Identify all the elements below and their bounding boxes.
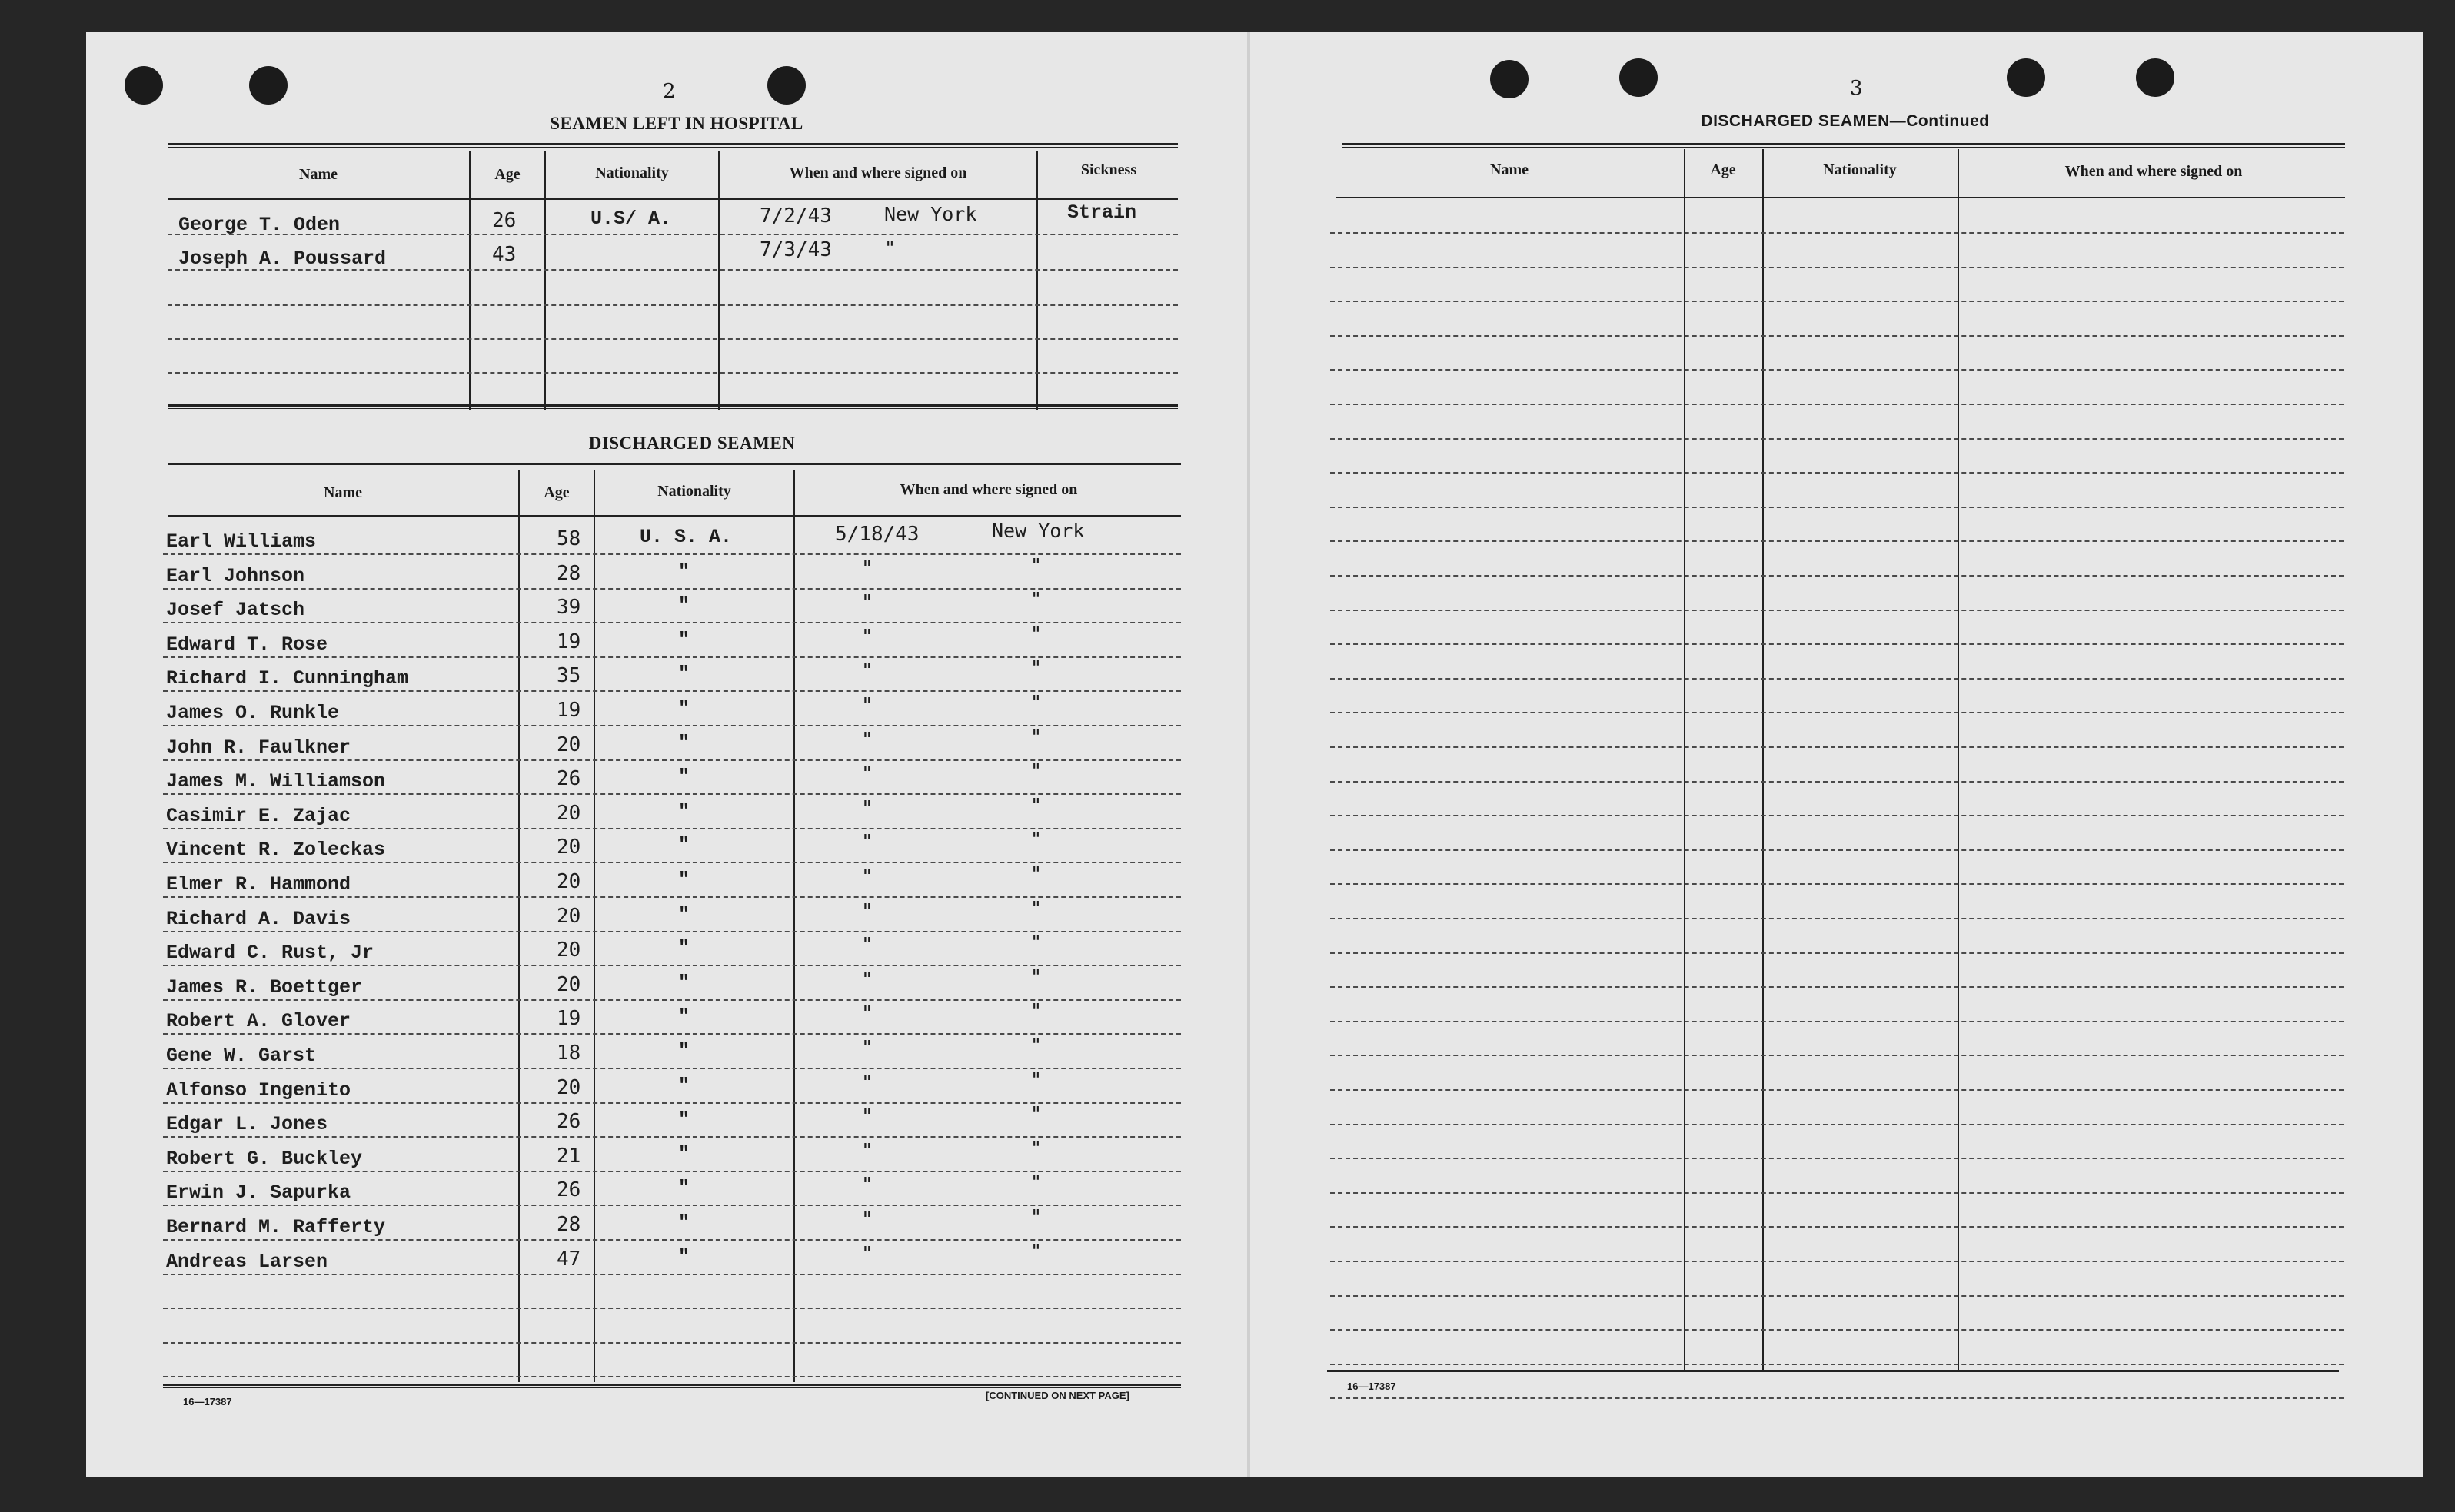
seaman-nationality: ": [678, 766, 690, 788]
row-line: [1330, 610, 2344, 611]
seaman-nationality: ": [678, 1075, 690, 1097]
signed-date: ": [861, 763, 873, 786]
row-line: [1330, 1397, 2344, 1399]
signed-date: ": [861, 934, 873, 957]
page-number: 2: [663, 80, 676, 103]
signed-place: ": [1030, 691, 1043, 713]
seaman-name: Vincent R. Zoleckas: [166, 839, 386, 861]
seaman-name: Richard I. Cunningham: [166, 667, 409, 690]
seaman-nationality: ": [678, 1246, 690, 1268]
row-line: [1330, 1021, 2344, 1022]
seaman-name: Earl Johnson: [166, 565, 305, 587]
seaman-name: Richard A. Davis: [166, 908, 351, 930]
signed-place: ": [1030, 1068, 1043, 1091]
seaman-name: Alfonso Ingenito: [166, 1079, 351, 1102]
row-line: [163, 1205, 1181, 1206]
signed-place: New York: [992, 520, 1085, 542]
seaman-name: James O. Runkle: [166, 702, 340, 724]
row-line: [163, 1136, 1181, 1138]
row-line: [1330, 1089, 2344, 1091]
signed-place: ": [1030, 588, 1043, 610]
signed-place: ": [1030, 862, 1043, 885]
seaman-nationality: ": [678, 869, 690, 891]
row-line: [1330, 1226, 2344, 1228]
right-bottom-rule: [1327, 1370, 2339, 1374]
continued-header-age: Age: [1710, 161, 1736, 178]
seaman-nationality: ": [678, 834, 690, 856]
seaman-age: 39: [557, 596, 581, 619]
column-divider: [1958, 149, 1959, 1371]
hospital-header-age: Age: [494, 166, 521, 183]
seaman-age: 19: [557, 1007, 581, 1030]
hospital-bottom-rule: [168, 404, 1178, 409]
signed-place: ": [1030, 794, 1043, 816]
signed-date: ": [861, 900, 873, 923]
discharged-bottom-rule: [163, 1384, 1181, 1388]
discharged-section-title: DISCHARGED SEAMEN: [588, 434, 796, 453]
punch-hole: [767, 66, 806, 105]
seaman-age: 20: [557, 1076, 581, 1099]
discharged-header-rule: [168, 515, 1181, 517]
signed-place: ": [884, 237, 897, 259]
seaman-name: Edward T. Rose: [166, 633, 328, 656]
seaman-name: Edward C. Rust, Jr: [166, 942, 374, 964]
row-line: [163, 725, 1181, 726]
row-line: [1330, 267, 2344, 268]
signed-place: ": [1030, 1240, 1043, 1262]
row-line: [1330, 1124, 2344, 1125]
page-fold: [1247, 32, 1250, 1477]
continued-header-rule: [1336, 197, 2345, 198]
seaman-age: 20: [557, 973, 581, 996]
row-line: [163, 999, 1181, 1001]
row-line: [163, 588, 1181, 590]
row-line: [1330, 472, 2344, 474]
seaman-age: 26: [557, 767, 581, 790]
row-line: [168, 304, 1178, 306]
hospital-section-title: SEAMEN LEFT IN HOSPITAL: [550, 114, 803, 133]
seaman-age: 20: [557, 802, 581, 825]
seaman-age: 20: [557, 939, 581, 962]
row-line: [163, 622, 1181, 623]
row-line: [168, 372, 1178, 374]
punch-hole: [1619, 58, 1658, 97]
signed-place: ": [1030, 726, 1043, 748]
signed-date: ": [861, 1037, 873, 1060]
row-line: [1330, 232, 2344, 234]
signed-date: ": [861, 1140, 873, 1163]
row-line: [1330, 643, 2344, 645]
form-number: 16—17387: [1347, 1381, 1396, 1392]
row-line: [1330, 918, 2344, 919]
hospital-top-rule: [168, 143, 1178, 148]
punch-hole: [2007, 58, 2045, 97]
seaman-age: 47: [557, 1248, 581, 1271]
signed-place: ": [1030, 897, 1043, 919]
signed-date: ": [861, 1105, 873, 1128]
row-line: [163, 1376, 1181, 1377]
signed-place: ": [1030, 999, 1043, 1022]
seaman-nationality: ": [678, 594, 690, 616]
seaman-name: John R. Faulkner: [166, 736, 351, 759]
continued-note: [CONTINUED ON NEXT PAGE]: [986, 1390, 1129, 1401]
punch-hole: [249, 66, 288, 105]
seaman-age: 21: [557, 1145, 581, 1168]
seaman-age: 58: [557, 527, 581, 550]
row-line: [1330, 1295, 2344, 1297]
row-line: [1330, 781, 2344, 783]
seaman-name: Joseph A. Poussard: [178, 248, 387, 270]
seaman-age: 26: [492, 209, 517, 232]
row-line: [1330, 575, 2344, 577]
discharged-header-age: Age: [544, 484, 570, 501]
row-line: [1330, 507, 2344, 508]
signed-date: ": [861, 660, 873, 683]
row-line: [163, 862, 1181, 863]
signed-date: ": [861, 729, 873, 752]
seaman-name: James M. Williamson: [166, 770, 386, 793]
seaman-name: Erwin J. Sapurka: [166, 1181, 351, 1204]
signed-date: 7/2/43: [760, 204, 832, 228]
row-line: [163, 1239, 1181, 1241]
seaman-name: Casimir E. Zajac: [166, 805, 351, 827]
column-divider: [793, 470, 795, 1382]
row-line: [163, 931, 1181, 932]
row-line: [1330, 404, 2344, 405]
seaman-age: 20: [557, 733, 581, 756]
signed-date: ": [861, 591, 873, 614]
row-line: [163, 1342, 1181, 1344]
signed-date: ": [861, 626, 873, 649]
seaman-nationality: ": [678, 972, 690, 994]
seaman-name: Robert A. Glover: [166, 1010, 351, 1032]
row-line: [1330, 746, 2344, 748]
column-divider: [1762, 149, 1764, 1371]
hospital-header-signed: When and where signed on: [789, 164, 967, 181]
row-line: [163, 1308, 1181, 1309]
row-line: [163, 656, 1181, 658]
signed-date: ": [861, 1243, 873, 1266]
signed-place: ": [1030, 623, 1043, 645]
seaman-nationality: U. S. A.: [640, 526, 733, 548]
seaman-name: Edgar L. Jones: [166, 1113, 328, 1135]
signed-place: ": [1030, 1137, 1043, 1159]
discharged-header-signed: When and where signed on: [900, 481, 1078, 498]
row-line: [163, 1068, 1181, 1069]
right-top-rule: [1342, 143, 2345, 148]
row-line: [1330, 1261, 2344, 1262]
signed-date: ": [861, 557, 873, 580]
row-line: [1330, 678, 2344, 680]
seaman-nationality: ": [678, 903, 690, 925]
row-line: [1330, 986, 2344, 988]
punch-hole: [1490, 60, 1529, 98]
row-line: [163, 1033, 1181, 1035]
continued-section-title: DISCHARGED SEAMEN—Continued: [1701, 112, 1990, 130]
row-line: [1330, 301, 2344, 302]
signed-date: ": [861, 969, 873, 992]
signed-place: ": [1030, 656, 1043, 679]
signed-place: ": [1030, 1205, 1043, 1228]
continued-header-signed: When and where signed on: [2064, 163, 2243, 180]
seaman-name: Gene W. Garst: [166, 1045, 317, 1067]
seaman-age: 19: [557, 630, 581, 653]
signed-date: 5/18/43: [835, 523, 920, 546]
row-line: [163, 965, 1181, 966]
seaman-nationality: ": [678, 732, 690, 754]
row-line: [1330, 712, 2344, 713]
row-line: [163, 828, 1181, 829]
seaman-nationality: ": [678, 1177, 690, 1199]
seaman-nationality: U.S/ A.: [590, 208, 672, 230]
row-line: [168, 338, 1178, 340]
row-line: [163, 690, 1181, 692]
signed-place: ": [1030, 1171, 1043, 1193]
seaman-name: Andreas Larsen: [166, 1251, 328, 1273]
row-line: [163, 1171, 1181, 1172]
seaman-name: George T. Oden: [178, 214, 341, 236]
row-line: [1330, 952, 2344, 954]
seaman-nationality: ": [678, 629, 690, 651]
hospital-header-sickness: Sickness: [1080, 161, 1137, 178]
row-line: [1330, 1055, 2344, 1056]
signed-date: ": [861, 1174, 873, 1197]
column-divider: [1684, 149, 1685, 1371]
signed-date: 7/3/43: [760, 238, 832, 261]
punch-hole: [125, 66, 163, 105]
seaman-age: 20: [557, 836, 581, 859]
hospital-header-name: Name: [299, 166, 338, 183]
seaman-age: 26: [557, 1178, 581, 1201]
page-number: 3: [1850, 77, 1863, 100]
discharged-header-nationality: Nationality: [657, 483, 731, 500]
column-divider: [518, 470, 520, 1382]
seaman-age: 28: [557, 1213, 581, 1236]
signed-date: ": [861, 831, 873, 854]
row-line: [1330, 849, 2344, 851]
discharged-top-rule: [168, 463, 1181, 467]
signed-date: ": [861, 866, 873, 889]
seaman-age: 43: [492, 243, 517, 266]
row-line: [1330, 335, 2344, 337]
row-line: [163, 759, 1181, 761]
seaman-age: 26: [557, 1110, 581, 1133]
signed-date: ": [861, 1208, 873, 1231]
signed-place: ": [1030, 931, 1043, 953]
seaman-age: 18: [557, 1042, 581, 1065]
seaman-name: Elmer R. Hammond: [166, 873, 351, 896]
row-line: [1330, 1192, 2344, 1194]
seaman-age: 20: [557, 870, 581, 893]
row-line: [1330, 1329, 2344, 1331]
row-line: [163, 896, 1181, 898]
row-line: [1330, 540, 2344, 542]
seaman-name: James R. Boettger: [166, 976, 363, 999]
row-line: [1330, 438, 2344, 440]
seaman-nationality: ": [678, 1108, 690, 1131]
column-divider: [594, 470, 595, 1382]
row-line: [163, 793, 1181, 795]
seaman-age: 28: [557, 562, 581, 585]
signed-place: ": [1030, 828, 1043, 850]
signed-date: ": [861, 1002, 873, 1025]
continued-header-nationality: Nationality: [1823, 161, 1897, 178]
signed-date: ": [861, 797, 873, 820]
seaman-age: 19: [557, 699, 581, 722]
continued-header-name: Name: [1490, 161, 1529, 178]
row-line: [1330, 1364, 2344, 1365]
signed-place: New York: [884, 203, 977, 225]
seaman-nationality: ": [678, 937, 690, 959]
row-line: [163, 553, 1181, 555]
signed-place: ": [1030, 759, 1043, 782]
signed-date: ": [861, 694, 873, 717]
row-line: [163, 1102, 1181, 1104]
seaman-age: 35: [557, 664, 581, 687]
seaman-nationality: ": [678, 1143, 690, 1165]
seaman-name: Bernard M. Rafferty: [166, 1216, 386, 1238]
signed-place: ": [1030, 1034, 1043, 1056]
hospital-header-rule: [168, 198, 1178, 200]
seaman-nationality: ": [678, 1211, 690, 1234]
row-line: [1330, 1158, 2344, 1159]
row-line: [1330, 369, 2344, 371]
signed-place: ": [1030, 965, 1043, 988]
signed-place: ": [1030, 554, 1043, 577]
punch-hole: [2136, 58, 2174, 97]
sickness: Strain: [1067, 201, 1137, 224]
signed-date: ": [861, 1072, 873, 1095]
row-line: [1330, 815, 2344, 816]
seaman-name: Robert G. Buckley: [166, 1148, 363, 1170]
form-number: 16—17387: [183, 1396, 232, 1407]
seaman-nationality: ": [678, 1040, 690, 1062]
seaman-nationality: ": [678, 1005, 690, 1028]
seaman-name: Earl Williams: [166, 530, 317, 553]
seaman-nationality: ": [678, 663, 690, 685]
seaman-name: Josef Jatsch: [166, 599, 305, 621]
row-line: [163, 1274, 1181, 1275]
hospital-header-nationality: Nationality: [595, 164, 669, 181]
seaman-nationality: ": [678, 800, 690, 822]
seaman-nationality: ": [678, 560, 690, 583]
row-line: [1330, 883, 2344, 885]
discharged-header-name: Name: [324, 484, 362, 501]
seaman-nationality: ": [678, 697, 690, 719]
seaman-age: 20: [557, 905, 581, 928]
signed-place: ": [1030, 1102, 1043, 1125]
